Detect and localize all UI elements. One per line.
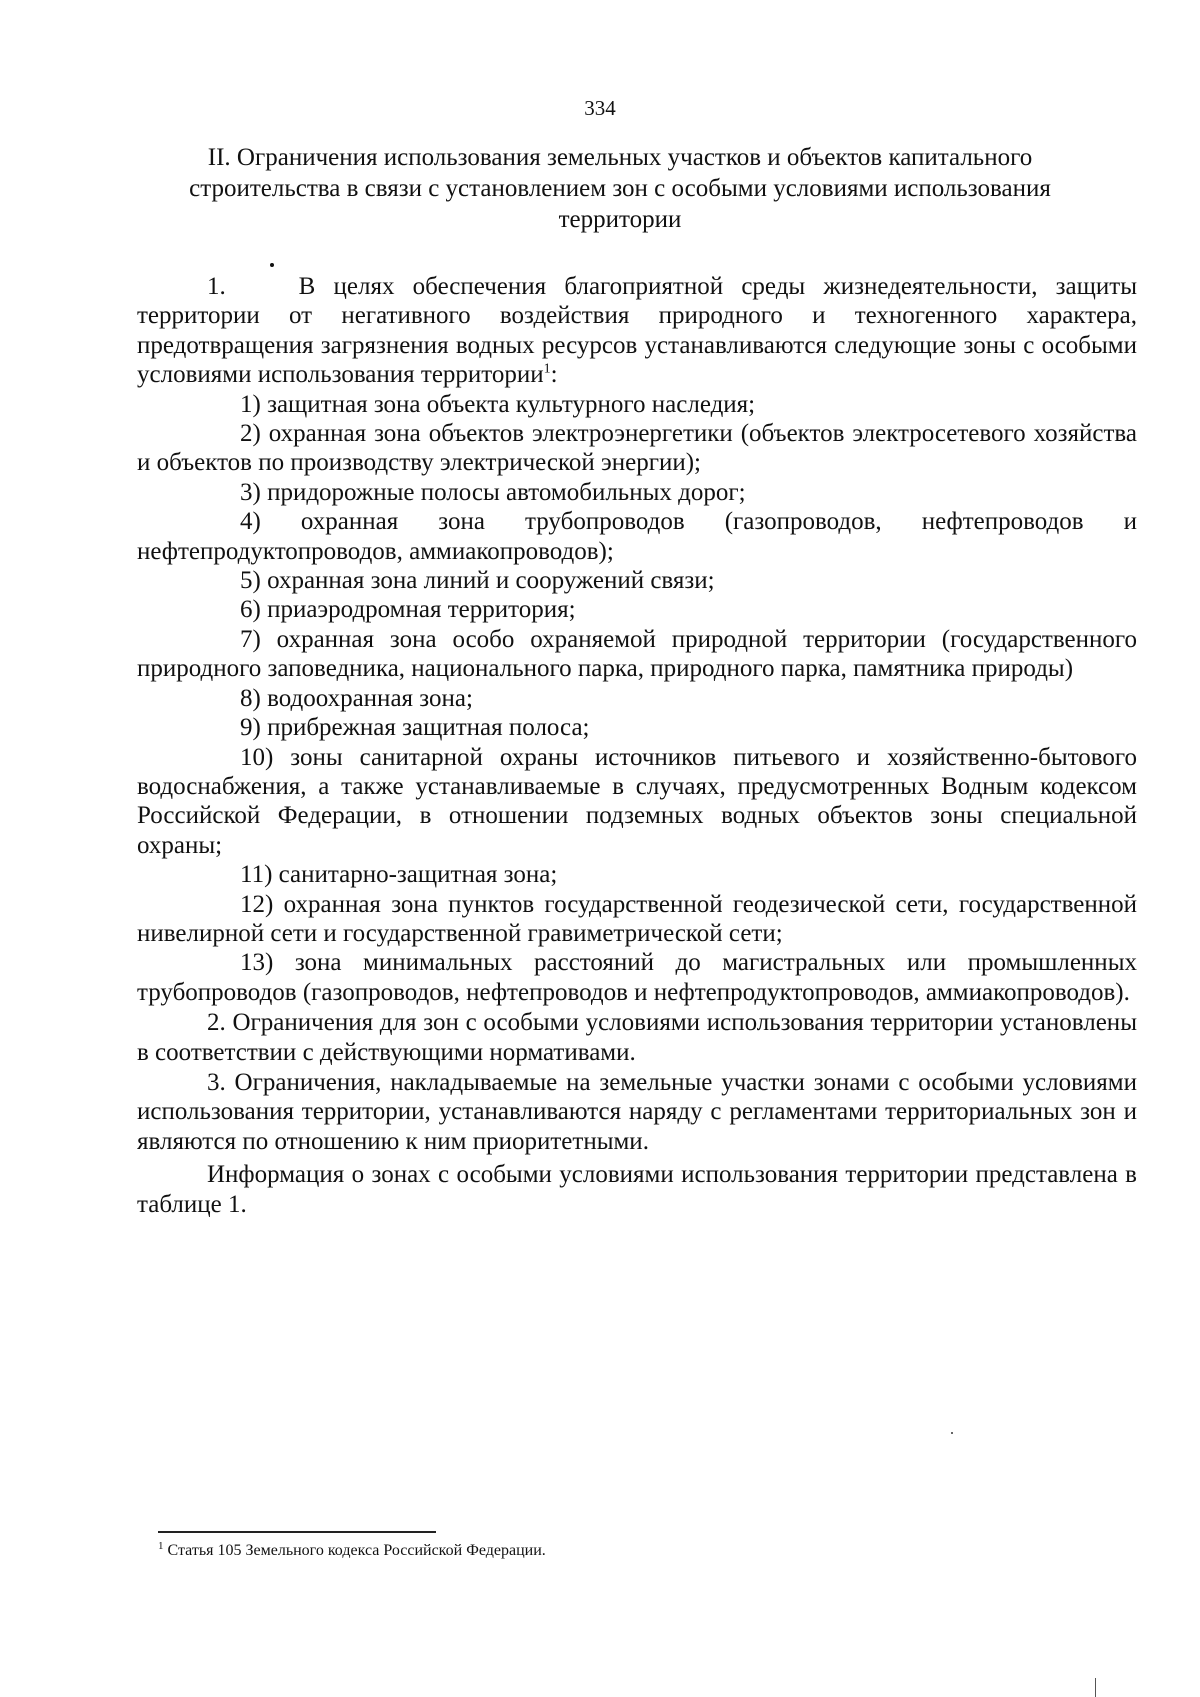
list-item: 12) охранная зона пунктов государственной геодезической сети, государственной нивелирной сети и государственной гравиметрической сети; xyxy=(137,890,1137,947)
paragraph-1 xyxy=(137,272,1137,390)
footnote-mark: 1 xyxy=(158,1539,164,1552)
section-heading: II. Ограничения использования земельных участков и объектов капитального строительства в связи с установлением зон с особыми условиями использования территории xyxy=(189,144,1051,233)
paragraph-1-tail: : xyxy=(550,361,558,389)
list-item: 3) придорожные полосы автомобильных дорог; xyxy=(240,478,746,506)
list-item: 6) приаэродромная территория; xyxy=(240,596,576,624)
footnote xyxy=(158,1541,1058,1561)
paragraph-1-text: В целях обеспечения благоприятной среды жизнедеятельности, защиты территории от негативного воздействия природного и техногенного характера, предотвращения загрязнения водных ресурсов устанавливаются следующие зоны с особыми условиями использования территории xyxy=(137,273,1138,389)
page-number: 334 xyxy=(584,96,616,120)
list-item: 1) защитная зона объекта культурного наследия; xyxy=(240,390,756,418)
footnote-divider xyxy=(158,1531,436,1533)
list-item: 13) зона минимальных расстояний до магистральных или промышленных трубопроводов (газопроводов, нефтепроводов и нефтепродуктопроводов, аммиакопроводов). xyxy=(137,949,1137,1006)
list-item: 5) охранная зона линий и сооружений связи; xyxy=(240,567,715,595)
list-item: 4) охранная зона трубопроводов (газопроводов, нефтепроводов и нефтепродуктопроводов, аммиакопроводов); xyxy=(137,508,1137,565)
paragraph-4: Информация о зонах с особыми условиями использования территории представлена в таблице 1. xyxy=(137,1161,1137,1218)
footnote-reference[interactable]: 1 xyxy=(543,361,551,377)
footnote-text: Статья 105 Земельного кодекса Российской Федерации. xyxy=(167,1542,546,1559)
list-item: 11) санитарно-защитная зона; xyxy=(240,861,558,889)
scan-edge-mark xyxy=(1095,1678,1096,1697)
list-item: 7) охранная зона особо охраняемой природной территории (государственного природного заповедника, национального парка, природного парка, памятника природы) xyxy=(137,625,1137,683)
paragraph-3: 3. Ограничения, накладываемые на земельные участки зонами с особыми условиями использования территории, устанавливаются наряду с регламентами территориальных зон и являются по отношению к ним приоритетными. xyxy=(137,1068,1137,1155)
scan-speck xyxy=(951,1432,953,1434)
paragraph-1-number: 1. xyxy=(207,273,226,300)
paragraph-2: 2. Ограничения для зон с особыми условиями использования территории установлены в соответствии с действующими нормативами. xyxy=(137,1009,1137,1066)
list-item: 9) прибрежная защитная полоса; xyxy=(240,714,590,742)
list-item: 10) зоны санитарной охраны источников питьевого и хозяйственно-бытового водоснабжения, а также устанавливаемые в случаях, предусмотренных Водным кодексом Российской Федерации, в отношении подземных водных объектов зоны специальной охраны; xyxy=(137,743,1137,859)
body-text xyxy=(137,272,1137,1219)
list-item: 2) охранная зона объектов электроэнергетики (объектов электросетевого хозяйства и объектов по производству электрической энергии); xyxy=(137,420,1137,477)
list-item: 8) водоохранная зона; xyxy=(240,684,473,712)
scan-dot xyxy=(270,263,274,267)
